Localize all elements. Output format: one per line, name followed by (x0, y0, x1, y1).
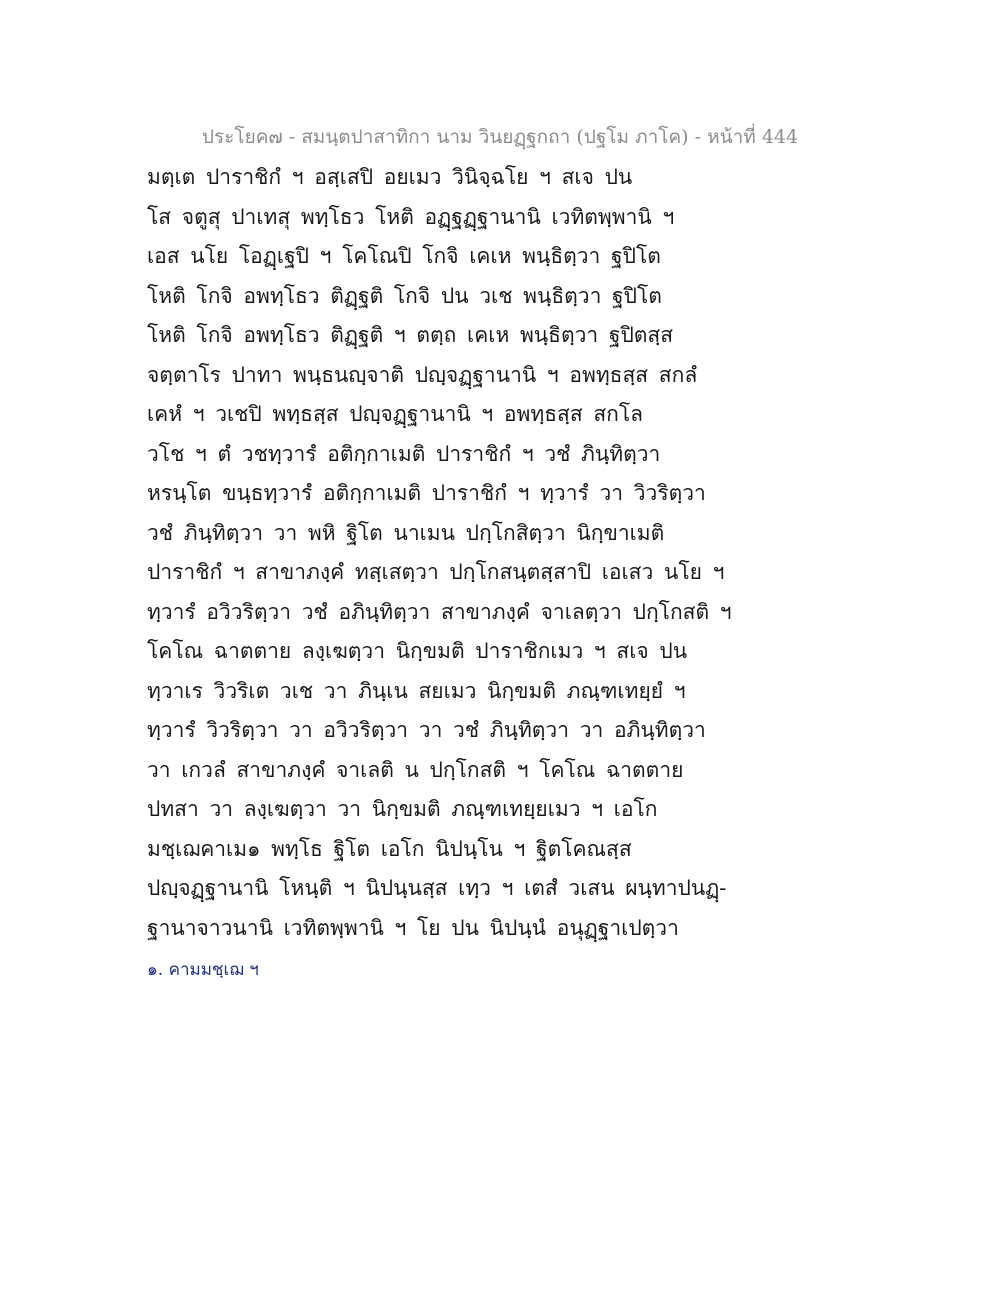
text-line: หรนฺโต ขนฺธทฺวารํ อติกฺกาเมติ ปาราชิกํ ฯ ทฺวารํ วา วิวริตฺวา (147, 481, 706, 505)
text-line: มตฺเต ปาราชิกํ ฯ อสฺเสปิ อยเมว วินิจฺฉโย ฯ สเจ ปน (147, 165, 633, 189)
text-line: ปาราชิกํ ฯ สาขาภงฺคํ ทสฺเสตฺวา ปกฺโกสนฺตสฺสาปิ เอเสว นโย ฯ (147, 560, 725, 584)
text-line: โหติ โกจิ อพทฺโธว ติฏฺฐติ โกจิ ปน วเช พนฺธิตฺวา ฐปิโต (147, 283, 662, 308)
text-line: ทฺวารํ วิวริตฺวา วา อวิวริตฺวา วา วชํ ภินฺทิตฺวา วา อภินฺทิตฺวา (147, 718, 706, 742)
text-line: จตฺตาโร ปาทา พนฺธนญฺจาติ ปญฺจฏฺฐานานิ ฯ อพทฺธสฺส สกลํ (147, 362, 698, 387)
text-line: มชฺเฌคาเม๑ พทฺโธ ฐิโต เอโก นิปนฺโน ฯ ฐิตโคณสฺส (147, 836, 632, 861)
text-line: โหติ โกจิ อพทฺโธว ติฏฺฐติ ฯ ตตฺถ เคเห พนฺธิตฺวา ฐปิตสฺส (147, 323, 674, 347)
text-line: วโช ฯ ตํ วชทฺวารํ อติกฺกาเมติ ปาราชิกํ ฯ วชํ ภินฺทิตฺวา (147, 441, 661, 466)
running-header: ประโยค๗ - สมนฺตปาสาทิกา นาม วินยฏฺฐกถา (ปฐโม ภาโค) - หน้าที่ 444 (201, 126, 799, 148)
body-text (147, 158, 747, 948)
text-line: เคหํ ฯ วเชปิ พทฺธสฺส ปญฺจฏฺฐานานิ ฯ อพทฺธสฺส สกโล (147, 402, 644, 426)
text-line: โส จตูสุ ปาเทสุ พทฺโธว โหติ อฏฺฐฏฺฐานานิ เวทิตพฺพานิ ฯ (147, 204, 675, 229)
text-line: ปทสา วา ลงฺเฆตฺวา วา นิกฺขมติ ภณฺฑเทยฺยเมว ฯ เอโก (147, 797, 658, 821)
text-line: วชํ ภินฺทิตฺวา วา พหิ ฐิโต นาเมน ปกฺโกสิตฺวา นิกฺขาเมติ (147, 520, 665, 545)
text-line: ปญฺจฏฺฐานานิ โหนฺติ ฯ นิปนฺนสฺส เทฺว ฯ เตสํ วเสน ผนฺทาปนฏฺ- (147, 876, 727, 900)
text-line: เอส นโย โอฏฺเฐปิ ฯ โคโณปิ โกจิ เคเห พนฺธิตฺวา ฐปิโต (147, 244, 661, 268)
text-line: โคโณ ฉาตตาย ลงฺเฆตฺวา นิกฺขมติ ปาราชิกเมว ฯ สเจ ปน (147, 639, 688, 663)
text-line: ทฺวาเร วิวริเต วเช วา ภินฺเน สยเมว นิกฺขมติ ภณฺฑเทยฺยํ ฯ (147, 678, 686, 703)
footnote: ๑. คามมชฺเฌ ฯ (147, 960, 259, 980)
text-line: ทฺวารํ อวิวริตฺวา วชํ อภินฺทิตฺวา สาขาภงฺคํ จาเลตฺวา ปกฺโกสติ ฯ (147, 599, 732, 624)
text-line: วา เกวลํ สาขาภงฺคํ จาเลติ น ปกฺโกสติ ฯ โคโณ ฉาตตาย (147, 757, 684, 782)
text-line: ฐานาจาวนานิ เวทิตพฺพานิ ฯ โย ปน นิปนฺนํ อนุฏฺฐาเปตฺวา (147, 915, 679, 940)
